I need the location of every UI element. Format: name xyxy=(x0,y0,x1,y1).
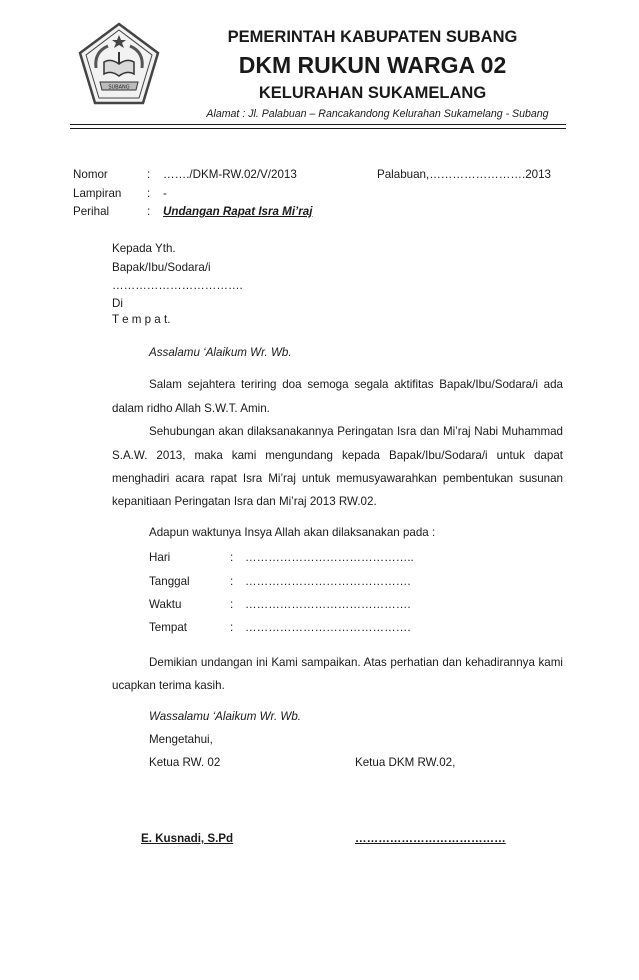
paragraph-2-line-4: kepanitiaan Peringatan Isra dan Mi’raj 2013 RW.02. xyxy=(112,495,377,508)
schedule-colon: : xyxy=(230,551,234,564)
schedule-label-waktu: Waktu xyxy=(149,598,182,611)
nomor-value: ……./DKM-RW.02/V/2013 xyxy=(163,168,297,181)
schedule-colon: : xyxy=(230,598,234,611)
greeting: Assalamu ‘Alaikum Wr. Wb. xyxy=(149,346,292,359)
emblem-icon xyxy=(78,22,160,106)
letterhead-government: PEMERINTAH KABUPATEN SUBANG xyxy=(227,28,518,46)
paragraph-1-line-2: dalam ridho Allah S.W.T. Amin. xyxy=(112,402,270,415)
schedule-intro: Adapun waktunya Insya Allah akan dilaksanakan pada : xyxy=(149,526,436,539)
paragraph-2-line-2: S.A.W. 2013, maka kami mengundang kepada Bapak/Ibu/Sodara/i untuk dapat xyxy=(112,449,563,462)
lampiran-label: Lampiran xyxy=(73,187,122,200)
perihal-colon: : xyxy=(147,205,151,218)
nomor-colon: : xyxy=(147,168,151,181)
regency-emblem-logo xyxy=(78,22,160,106)
lampiran-colon: : xyxy=(147,187,151,200)
schedule-value-waktu: ……………………………………. xyxy=(245,598,411,611)
perihal-label: Perihal xyxy=(73,205,110,218)
letterhead-village: KELURAHAN SUKAMELANG xyxy=(258,84,487,102)
paragraph-2-line-3: menghadiri acara rapat Isra Mi’raj untuk memusyawarahkan pembentukan susunan xyxy=(112,472,563,485)
nomor-label: Nomor xyxy=(73,168,108,181)
letterhead-organization: DKM RUKUN WARGA 02 xyxy=(238,52,507,78)
schedule-value-hari: …………………………………….. xyxy=(245,551,414,564)
signatory-left-name: E. Kusnadi, S.Pd xyxy=(141,832,234,845)
lampiran-value: - xyxy=(163,187,167,200)
recipient-line-1: Kepada Yth. xyxy=(112,242,176,255)
letterhead-rule-thick xyxy=(70,124,566,125)
signatory-right-name: ………………………………… xyxy=(355,832,506,845)
schedule-label-tanggal: Tanggal xyxy=(149,575,190,588)
closing-line-1: Demikian undangan ini Kami sampaikan. Atas perhatian dan kehadirannya kami xyxy=(149,656,563,669)
schedule-label-hari: Hari xyxy=(149,551,171,564)
closing-salam: Wassalamu ‘Alaikum Wr. Wb. xyxy=(149,710,302,723)
recipient-line-3: ……………………………. xyxy=(112,279,243,292)
emblem-ribbon-text: SUBANG xyxy=(108,84,130,91)
paragraph-2-line-1: Sehubungan akan dilaksanakannya Peringatan Isra dan Mi’raj Nabi Muhammad xyxy=(149,425,563,438)
schedule-colon: : xyxy=(230,621,234,634)
letterhead-rule-thin xyxy=(70,128,566,129)
place-date: Palabuan,…………………….2013 xyxy=(377,168,551,181)
letterhead-address: Alamat : Jl. Palabuan – Rancakandong Kelurahan Sukamelang - Subang xyxy=(206,108,549,120)
schedule-value-tempat: ……………………………………. xyxy=(245,621,411,634)
schedule-colon: : xyxy=(230,575,234,588)
recipient-line-4: Di xyxy=(112,297,123,310)
signatory-right-title: Ketua DKM RW.02, xyxy=(355,756,456,769)
perihal-value: Undangan Rapat Isra Mi’raj xyxy=(163,205,313,218)
recipient-line-2: Bapak/Ibu/Sodara/i xyxy=(112,261,211,274)
mengetahui-label: Mengetahui, xyxy=(149,733,213,746)
schedule-value-tanggal: ……………………………………. xyxy=(245,575,411,588)
recipient-line-5: T e m p a t. xyxy=(112,313,171,326)
signatory-left-title: Ketua RW. 02 xyxy=(149,756,221,769)
paragraph-1-line-1: Salam sejahtera teriring doa semoga segala aktifitas Bapak/Ibu/Sodara/i ada xyxy=(149,378,563,391)
closing-line-2: ucapkan terima kasih. xyxy=(112,679,225,692)
schedule-label-tempat: Tempat xyxy=(149,621,188,634)
